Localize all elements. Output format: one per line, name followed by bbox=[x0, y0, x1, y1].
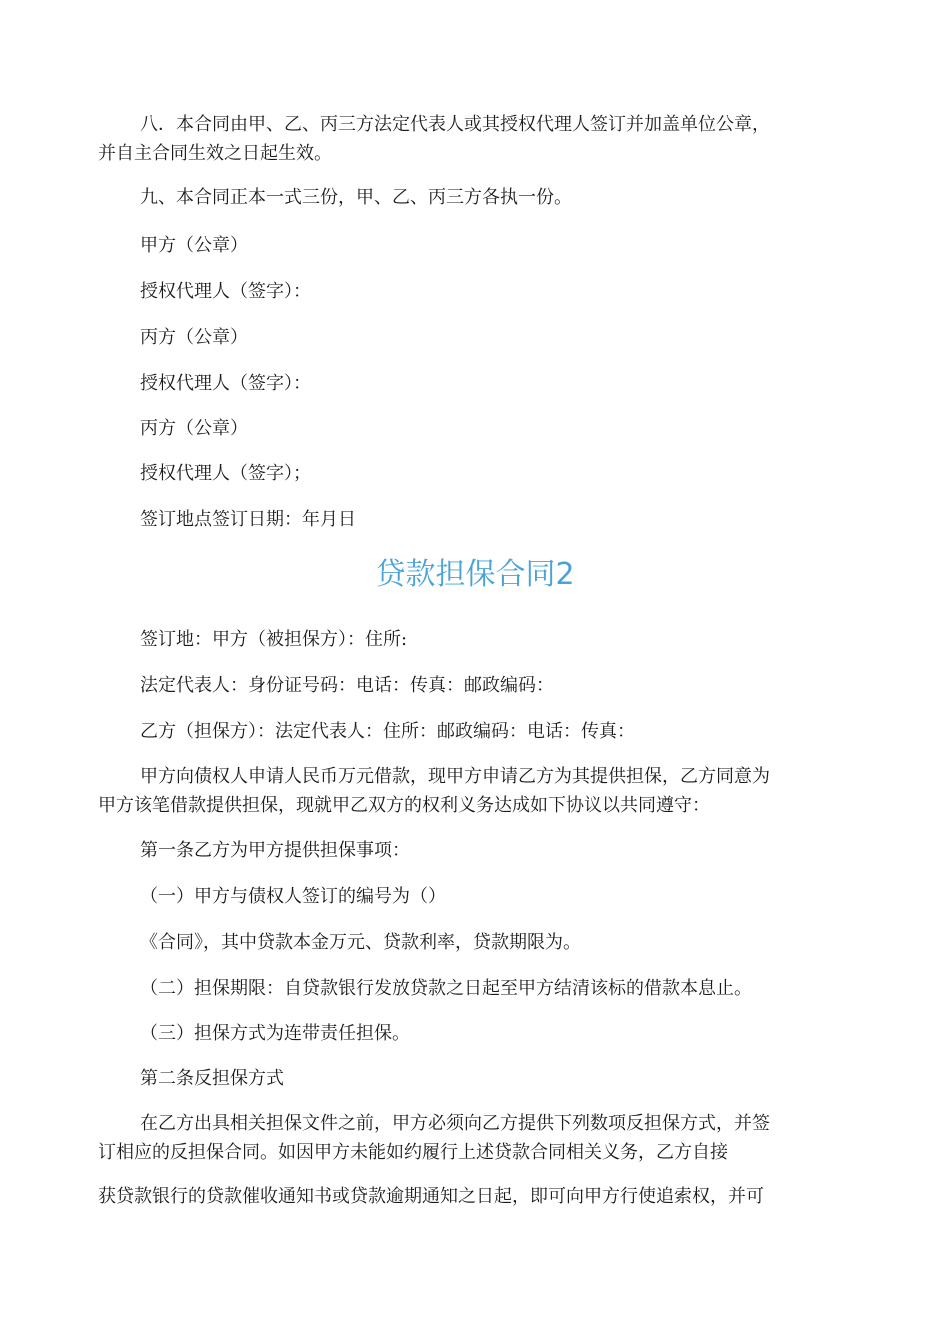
clause-8-line1: 八．本合同由甲、乙、丙三方法定代表人或其授权代理人签订并加盖单位公章， bbox=[140, 114, 770, 135]
article-1-item-1: （一）甲方与债权人签订的编号为（） bbox=[140, 886, 446, 907]
clause-8-line2: 并自主合同生效之日起生效。 bbox=[98, 143, 332, 164]
party-c-seal-1: 丙方（公章） bbox=[140, 327, 248, 348]
article-2-line1: 在乙方出具相关担保文件之前，甲方必须向乙方提供下列数项反担保方式，并签 bbox=[140, 1113, 770, 1134]
party-b-info: 乙方（担保方）：法定代表人：住所：邮政编码：电话：传真： bbox=[140, 721, 635, 742]
agent-signature-2: 授权代理人（签字）： bbox=[140, 373, 311, 394]
signing-place-party-a: 签订地：甲方（被担保方）：住所: bbox=[140, 629, 408, 650]
article-1-heading: 第一条乙方为甲方提供担保事项： bbox=[140, 840, 410, 861]
party-a-seal: 甲方（公章） bbox=[140, 235, 248, 256]
section-title: 贷款担保合同2 bbox=[375, 557, 575, 592]
signing-place-date: 签订地点签订日期：年月日 bbox=[140, 509, 356, 530]
article-2-heading: 第二条反担保方式 bbox=[140, 1068, 284, 1089]
legal-rep-info: 法定代表人：身份证号码：电话：传真：邮政编码： bbox=[140, 675, 554, 696]
article-1-contract: 《合同》，其中贷款本金万元、贷款利率，贷款期限为。 bbox=[140, 932, 581, 953]
party-c-seal-2: 丙方（公章） bbox=[140, 418, 248, 439]
agent-signature-1: 授权代理人（签字）： bbox=[140, 281, 311, 302]
preamble-line1: 甲方向债权人申请人民币万元借款，现甲方申请乙方为其提供担保，乙方同意为 bbox=[140, 766, 770, 787]
article-2-line3: 获贷款银行的贷款催收通知书或贷款逾期通知之日起，即可向甲方行使追索权，并可 bbox=[98, 1186, 764, 1207]
agent-signature-3: 授权代理人（签字）； bbox=[140, 463, 311, 484]
article-1-item-2: （二）担保期限：自贷款银行发放贷款之日起至甲方结清该标的借款本息止。 bbox=[140, 978, 752, 999]
preamble-line2: 甲方该笔借款提供担保，现就甲乙双方的权利义务达成如下协议以共同遵守： bbox=[98, 795, 710, 816]
clause-9: 九、本合同正本一式三份，甲、乙、丙三方各执一份。 bbox=[140, 187, 572, 208]
article-1-item-3: （三）担保方式为连带责任担保。 bbox=[140, 1023, 410, 1044]
article-2-line2: 订相应的反担保合同。如因甲方未能如约履行上述贷款合同相关义务，乙方自接 bbox=[98, 1142, 728, 1163]
